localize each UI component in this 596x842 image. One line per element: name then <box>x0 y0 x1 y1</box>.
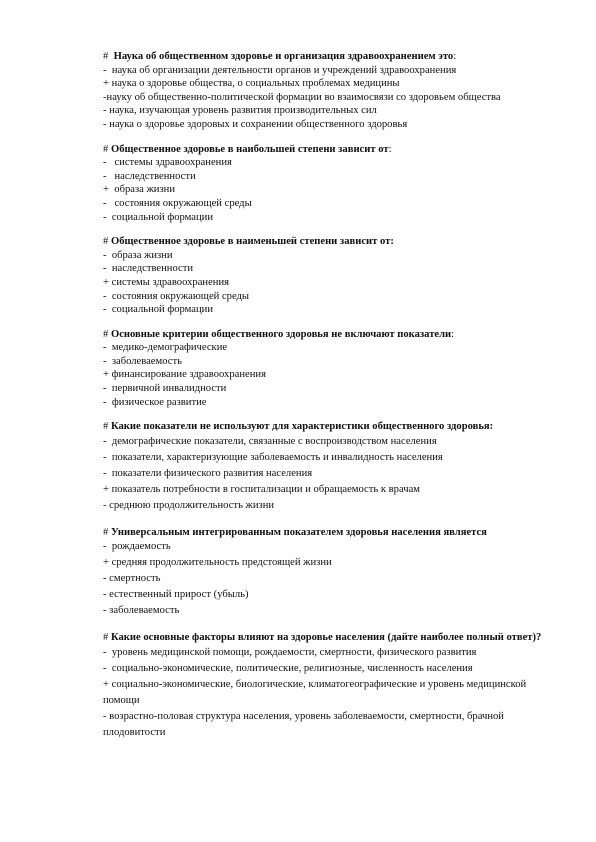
question-heading <box>103 526 563 540</box>
question-heading <box>103 328 563 342</box>
answer-option: - первичной инвалидности <box>103 383 227 395</box>
answer-option: - социальной формации <box>103 211 213 223</box>
answer-option: - наука, изучающая уровень развития производительных сил <box>103 105 377 117</box>
question-title: Общественное здоровье в наименьшей степени зависит от: <box>110 236 394 248</box>
answer-option: - заболеваемость <box>103 605 180 617</box>
answer-option: - возрастно-половая структура населения, уровень заболеваемости, смертности, брачной плодовитости <box>103 711 507 739</box>
answer-option: - показатели, характеризующие заболеваемость и инвалидность населения <box>103 451 443 463</box>
question-suffix: : <box>453 51 457 62</box>
document-page <box>103 50 563 752</box>
question-marker: # <box>103 526 111 538</box>
answer-option: + системы здравоохранения <box>103 276 230 288</box>
answer-option: - состояния окружающей среды <box>103 290 250 302</box>
answer-option: - наука о здоровье здоровых и сохранении общественного здоровья <box>103 118 408 130</box>
question-heading <box>103 235 563 249</box>
question-marker: # <box>103 143 111 155</box>
answer-option: + образа жизни <box>103 184 176 196</box>
answer-option: - наука об организации деятельности органов и учреждений здравоохранения <box>103 64 457 76</box>
answer-option: + финансирование здравоохранения <box>103 369 266 381</box>
answer-option: - наследственности <box>103 170 196 182</box>
answer-option: - естественный прирост (убыль) <box>103 589 249 601</box>
question-block <box>103 631 563 741</box>
answer-option: + социально-экономические, биологические, климатогеографические и уровень медицинской помощи <box>103 679 529 707</box>
question-block <box>103 143 563 225</box>
question-title: Какие основные факторы влияют на здоровье населения (дайте наиболее полный ответ)? <box>110 632 542 644</box>
question-title: Какие показатели не используют для характеристики общественного здоровья: <box>110 421 494 433</box>
answer-option: - уровень медицинской помощи, рождаемости, смертности, физического развития <box>103 647 477 659</box>
question-marker: # <box>103 421 111 433</box>
answer-option: -науку об общественно-политической формации во взаимосвязи со здоровьем общества <box>103 91 501 103</box>
answer-option: - системы здравоохранения <box>103 157 232 169</box>
question-heading <box>103 420 563 434</box>
answer-option: - образа жизни <box>103 249 173 261</box>
answer-option: - социальной формации <box>103 304 213 316</box>
question-title: Основные критерии общественного здоровья не включают показатели <box>110 328 452 340</box>
answer-option: - демографические показатели, связанные с воспроизводством населения <box>103 435 437 447</box>
question-block <box>103 235 563 317</box>
answer-option: - заболеваемость <box>103 355 182 367</box>
answer-option: - физическое развитие <box>103 396 207 408</box>
question-marker: # <box>103 328 111 340</box>
answer-option: + средняя продолжительность предстоящей жизни <box>103 557 332 569</box>
question-title: Общественное здоровье в наибольшей степени зависит от <box>110 143 389 155</box>
question-suffix: : <box>451 328 455 340</box>
question-marker: # <box>103 236 111 248</box>
question-heading <box>103 143 563 157</box>
question-block <box>103 328 563 410</box>
question-block <box>103 526 563 620</box>
answer-option: - наследственности <box>103 263 194 275</box>
question-title: Наука об общественном здоровье и организация здравоохранением это <box>113 51 454 62</box>
question-heading <box>103 50 563 64</box>
question-marker: # <box>103 632 111 644</box>
question-suffix: : <box>388 143 392 155</box>
answer-option: - состояния окружающей среды <box>103 197 252 209</box>
answer-option: - социально-экономические, политические, религиозные, численность населения <box>103 663 473 675</box>
answer-option: - медико-демографические <box>103 342 228 354</box>
answer-option: + показатель потребности в госпитализации и обращаемость к врачам <box>103 483 420 495</box>
answer-option: - смертность <box>103 573 161 585</box>
question-block <box>103 50 563 132</box>
answer-option: + наука о здоровье общества, о социальных проблемах медицины <box>103 78 400 90</box>
question-block <box>103 420 563 514</box>
answer-option: - среднюю продолжительность жизни <box>103 499 275 511</box>
answer-option: - показатели физического развития населения <box>103 467 313 479</box>
question-heading <box>103 631 563 645</box>
question-title: Универсальным интегрированным показателем здоровья населения является <box>110 526 487 538</box>
answer-option: - рождаемость <box>103 541 171 553</box>
question-marker: # <box>103 51 114 62</box>
